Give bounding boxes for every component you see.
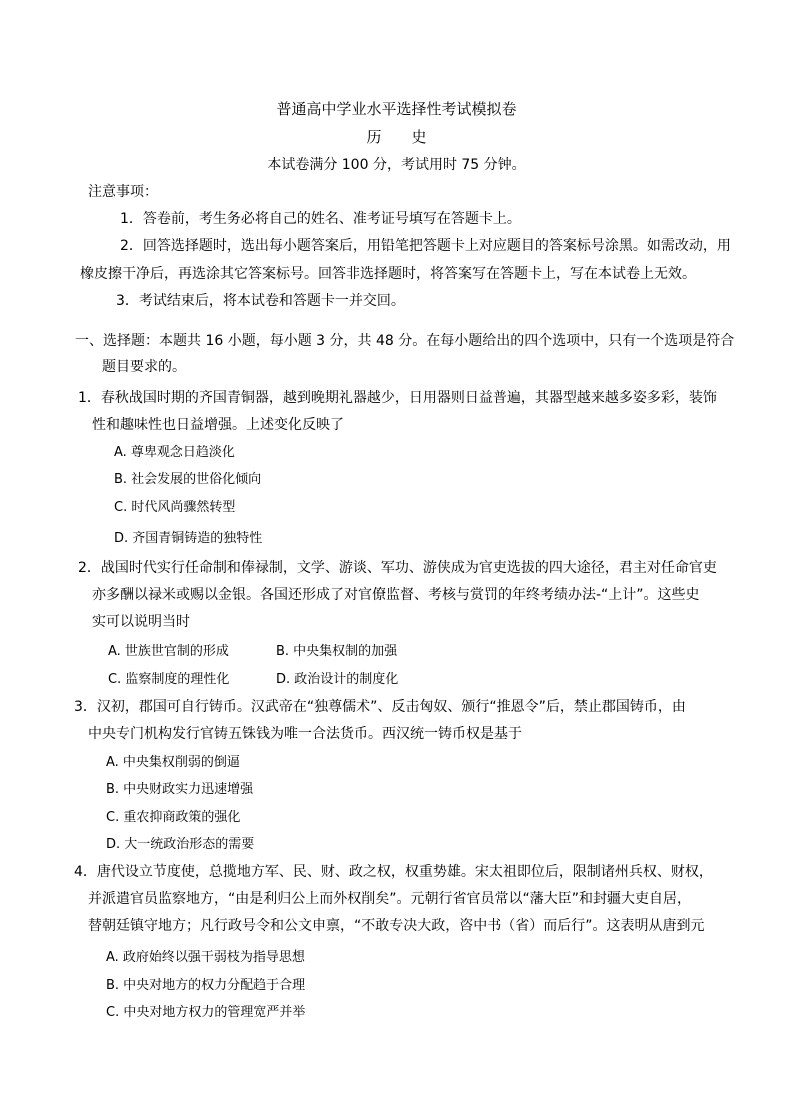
- question-1-option-b: B. 社会发展的世俗化倾向: [114, 472, 262, 487]
- question-4-option-a: A. 政府始终以强干弱枝为指导思想: [106, 950, 305, 965]
- question-3-line-2: 中央专门机构发行官铸五铢钱为唯一合法货币。西汉统一铸币权是基于: [88, 726, 522, 742]
- subject-char-1: 历: [366, 128, 382, 146]
- question-4-line-1: 4．唐代设立节度使，总揽地方军、民、财、政之权，权重势雄。宋太祖即位后，限制诸州兵权、财权，: [74, 864, 713, 880]
- question-2-option-d: D. 政治设计的制度化: [276, 672, 399, 687]
- question-3-option-c: C. 重农抑商政策的强化: [106, 810, 241, 825]
- question-3-option-b: B. 中央财政实力迅速增强: [106, 782, 254, 797]
- question-4-line-2: 并派遣官员监察地方，“由是利归公上而外权削矣”。元朝行省官员常以“藩大臣”和封疆大吏自居，: [88, 891, 692, 907]
- question-2-option-c: C. 监察制度的理性化: [108, 672, 230, 687]
- section-heading: 一、选择题：本题共 16 小题，每小题 3 分，共 48 分。在每小题给出的四个选项中，只有一个选项是符合: [75, 333, 735, 349]
- question-4-option-b: B. 中央对地方的权力分配趋于合理: [106, 978, 306, 993]
- subject-char-2: 史: [411, 128, 427, 146]
- question-4-line-3: 替朝廷镇守地方；凡行政号令和公文申禀，“不敢专决大政，咨中书（省）而后行”。这表明从唐到元: [88, 918, 705, 934]
- question-3-option-d: D. 大一统政治形态的需要: [106, 837, 255, 852]
- notice-item-1: 1．答卷前，考生务必将自己的姓名、准考证号填写在答题卡上。: [120, 211, 521, 227]
- question-1-line-1: 1．春秋战国时期的齐国青铜器，越到晚期礼器越少，日用器则日益普遍，其器型越来越多姿多彩，装饰: [78, 390, 717, 406]
- question-3-option-a: A. 中央集权削弱的倒逼: [106, 755, 240, 770]
- question-4-option-c: C. 中央对地方权力的管理宽严并举: [106, 1005, 306, 1020]
- notice-item-3: 3．考试结束后，将本试卷和答题卡一并交回。: [116, 293, 405, 309]
- question-1-line-2: 性和趣味性也日益增强。上述变化反映了: [92, 417, 344, 433]
- question-2-line-2: 亦多酬以禄米或赐以金银。各国还形成了对官僚监督、考核与赏罚的年终考绩办法-“上计”。这些史: [92, 587, 700, 603]
- notice-item-2-cont: 橡皮擦干净后，再选涂其它答案标号。回答非选择题时，将答案写在答题卡上，写在本试卷上无效。: [80, 266, 696, 282]
- question-2-option-b: B. 中央集权制的加强: [276, 644, 398, 659]
- exam-title: 普通高中学业水平选择性考试模拟卷: [276, 100, 517, 118]
- question-1-option-c: C. 时代风尚骤然转型: [114, 500, 236, 515]
- notice-item-2: 2．回答选择题时，选出每小题答案后，用铅笔把答题卡上对应题目的答案标号涂黑。如需改动，用: [120, 238, 731, 254]
- question-1-option-a: A. 尊卑观念日趋淡化: [114, 445, 235, 460]
- section-heading-cont: 题目要求的。: [102, 359, 186, 375]
- subject-title: [0, 126, 793, 147]
- question-2-line-1: 2．战国时代实行任命制和俸禄制，文学、游谈、军功、游侠成为官吏选拔的四大途径，君主对任命官吏: [78, 560, 717, 576]
- exam-info: 本试卷满分 100 分，考试用时 75 分钟。: [267, 157, 526, 173]
- question-2-option-a: A. 世族世官制的形成: [108, 644, 229, 659]
- question-1-option-d: D. 齐国青铜铸造的独特性: [114, 531, 263, 546]
- notice-heading: 注意事项：: [88, 184, 158, 200]
- question-2-line-3: 实可以说明当时: [92, 614, 190, 630]
- question-3-line-1: 3．汉初，郡国可自行铸币。汉武帝在“独尊儒术”、反击匈奴、颁行“推恩令”后，禁止郡国铸币，由: [74, 699, 686, 715]
